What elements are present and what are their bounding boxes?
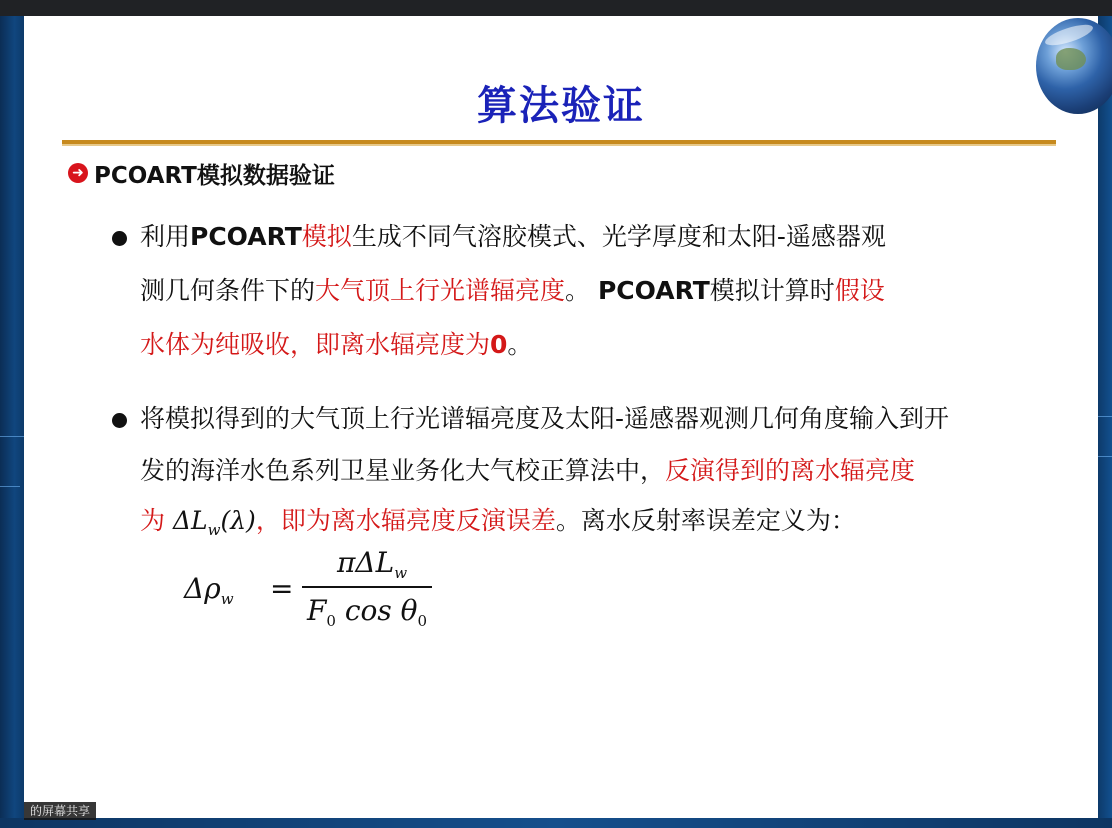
text-run: 测几何条件下的 bbox=[140, 276, 316, 305]
bullet-dot-icon bbox=[112, 231, 127, 246]
slide-title: 算法验证 bbox=[477, 83, 645, 129]
formula-numerator-symbol: πΔL bbox=[336, 546, 395, 579]
bullet2-line2-text: 发的海洋水色系列卫星业务化大气校正算法中， bbox=[140, 456, 666, 485]
formula-lhs bbox=[184, 572, 234, 608]
bullet-item-1 bbox=[112, 206, 1042, 366]
bullet1-line3 bbox=[140, 328, 532, 362]
formula-numerator-subscript: w bbox=[394, 564, 408, 582]
window-top-bar bbox=[0, 0, 1112, 16]
title-divider bbox=[62, 140, 1056, 144]
formula-lhs-symbol: Δρ bbox=[184, 572, 221, 605]
text-run: PCOART bbox=[597, 276, 710, 305]
formula-f-symbol: F bbox=[306, 594, 327, 627]
formula-f-subscript: 0 bbox=[326, 612, 336, 630]
left-background-strip bbox=[0, 16, 24, 828]
bullet2-line3-text: 。离水反射率误差定义为： bbox=[555, 506, 856, 535]
circuit-line bbox=[0, 436, 24, 437]
formula-theta-subscript: 0 bbox=[417, 612, 428, 630]
bullet2-line3-highlight: ，即为离水辐亮度反演误差 bbox=[255, 506, 556, 535]
bullet1-line2 bbox=[140, 274, 885, 308]
formula-numerator bbox=[312, 546, 432, 582]
text-run: PCOART bbox=[190, 222, 302, 251]
earth-globe-icon bbox=[1036, 18, 1112, 114]
bullet-item-2 bbox=[112, 388, 1042, 548]
circuit-line bbox=[1098, 416, 1112, 417]
formula-lhs-subscript: w bbox=[220, 590, 234, 608]
circled-arrow-right-icon: ➜ bbox=[68, 163, 88, 183]
text-run: 。 bbox=[507, 330, 533, 359]
formula-cos-theta: cos θ bbox=[335, 594, 418, 627]
right-background-strip bbox=[1098, 16, 1112, 828]
text-run: 0 bbox=[490, 330, 508, 359]
formula-fraction-bar bbox=[302, 586, 432, 588]
circuit-line bbox=[1098, 456, 1112, 457]
text-run: 生成不同气溶胶模式、光学厚度和太阳-遥感器观 bbox=[351, 222, 886, 251]
lambda-symbol: (λ) bbox=[220, 506, 256, 535]
text-run: 。 bbox=[565, 276, 598, 305]
text-run: 假设 bbox=[834, 276, 885, 305]
delta-lw-subscript: w bbox=[207, 521, 221, 539]
text-run: 模拟 bbox=[301, 222, 352, 251]
bullet1-line1 bbox=[140, 220, 886, 254]
section-heading bbox=[68, 158, 335, 188]
text-run: 模拟计算时 bbox=[709, 276, 835, 305]
formula-denominator bbox=[302, 594, 432, 630]
reflectance-error-formula bbox=[184, 544, 444, 634]
text-run: 利用 bbox=[140, 222, 191, 251]
bullet2-line1: 将模拟得到的大气顶上行光谱辐亮度及太阳-遥感器观测几何角度输入到开 bbox=[140, 404, 950, 433]
circuit-line bbox=[0, 486, 20, 487]
bullet2-line2 bbox=[140, 454, 915, 488]
bottom-background-strip bbox=[0, 818, 1112, 828]
bullet2-line3-prefix: 为 bbox=[140, 506, 173, 535]
bullet2-line2-highlight: 反演得到的离水辐亮度 bbox=[665, 456, 916, 485]
section-title: PCOART模拟数据验证 bbox=[94, 162, 335, 189]
bullet2-line3 bbox=[140, 504, 856, 547]
presentation-slide bbox=[24, 16, 1098, 818]
text-run: 水体为纯吸收，即离水辐亮度为 bbox=[140, 330, 491, 359]
bullet-dot-icon bbox=[112, 413, 127, 428]
formula-equals: = bbox=[270, 572, 294, 605]
delta-lw-symbol: ΔL bbox=[172, 506, 208, 535]
screen-share-label[interactable]: 的屏幕共享 bbox=[24, 802, 96, 820]
text-run: 大气顶上行光谱辐亮度 bbox=[315, 276, 566, 305]
